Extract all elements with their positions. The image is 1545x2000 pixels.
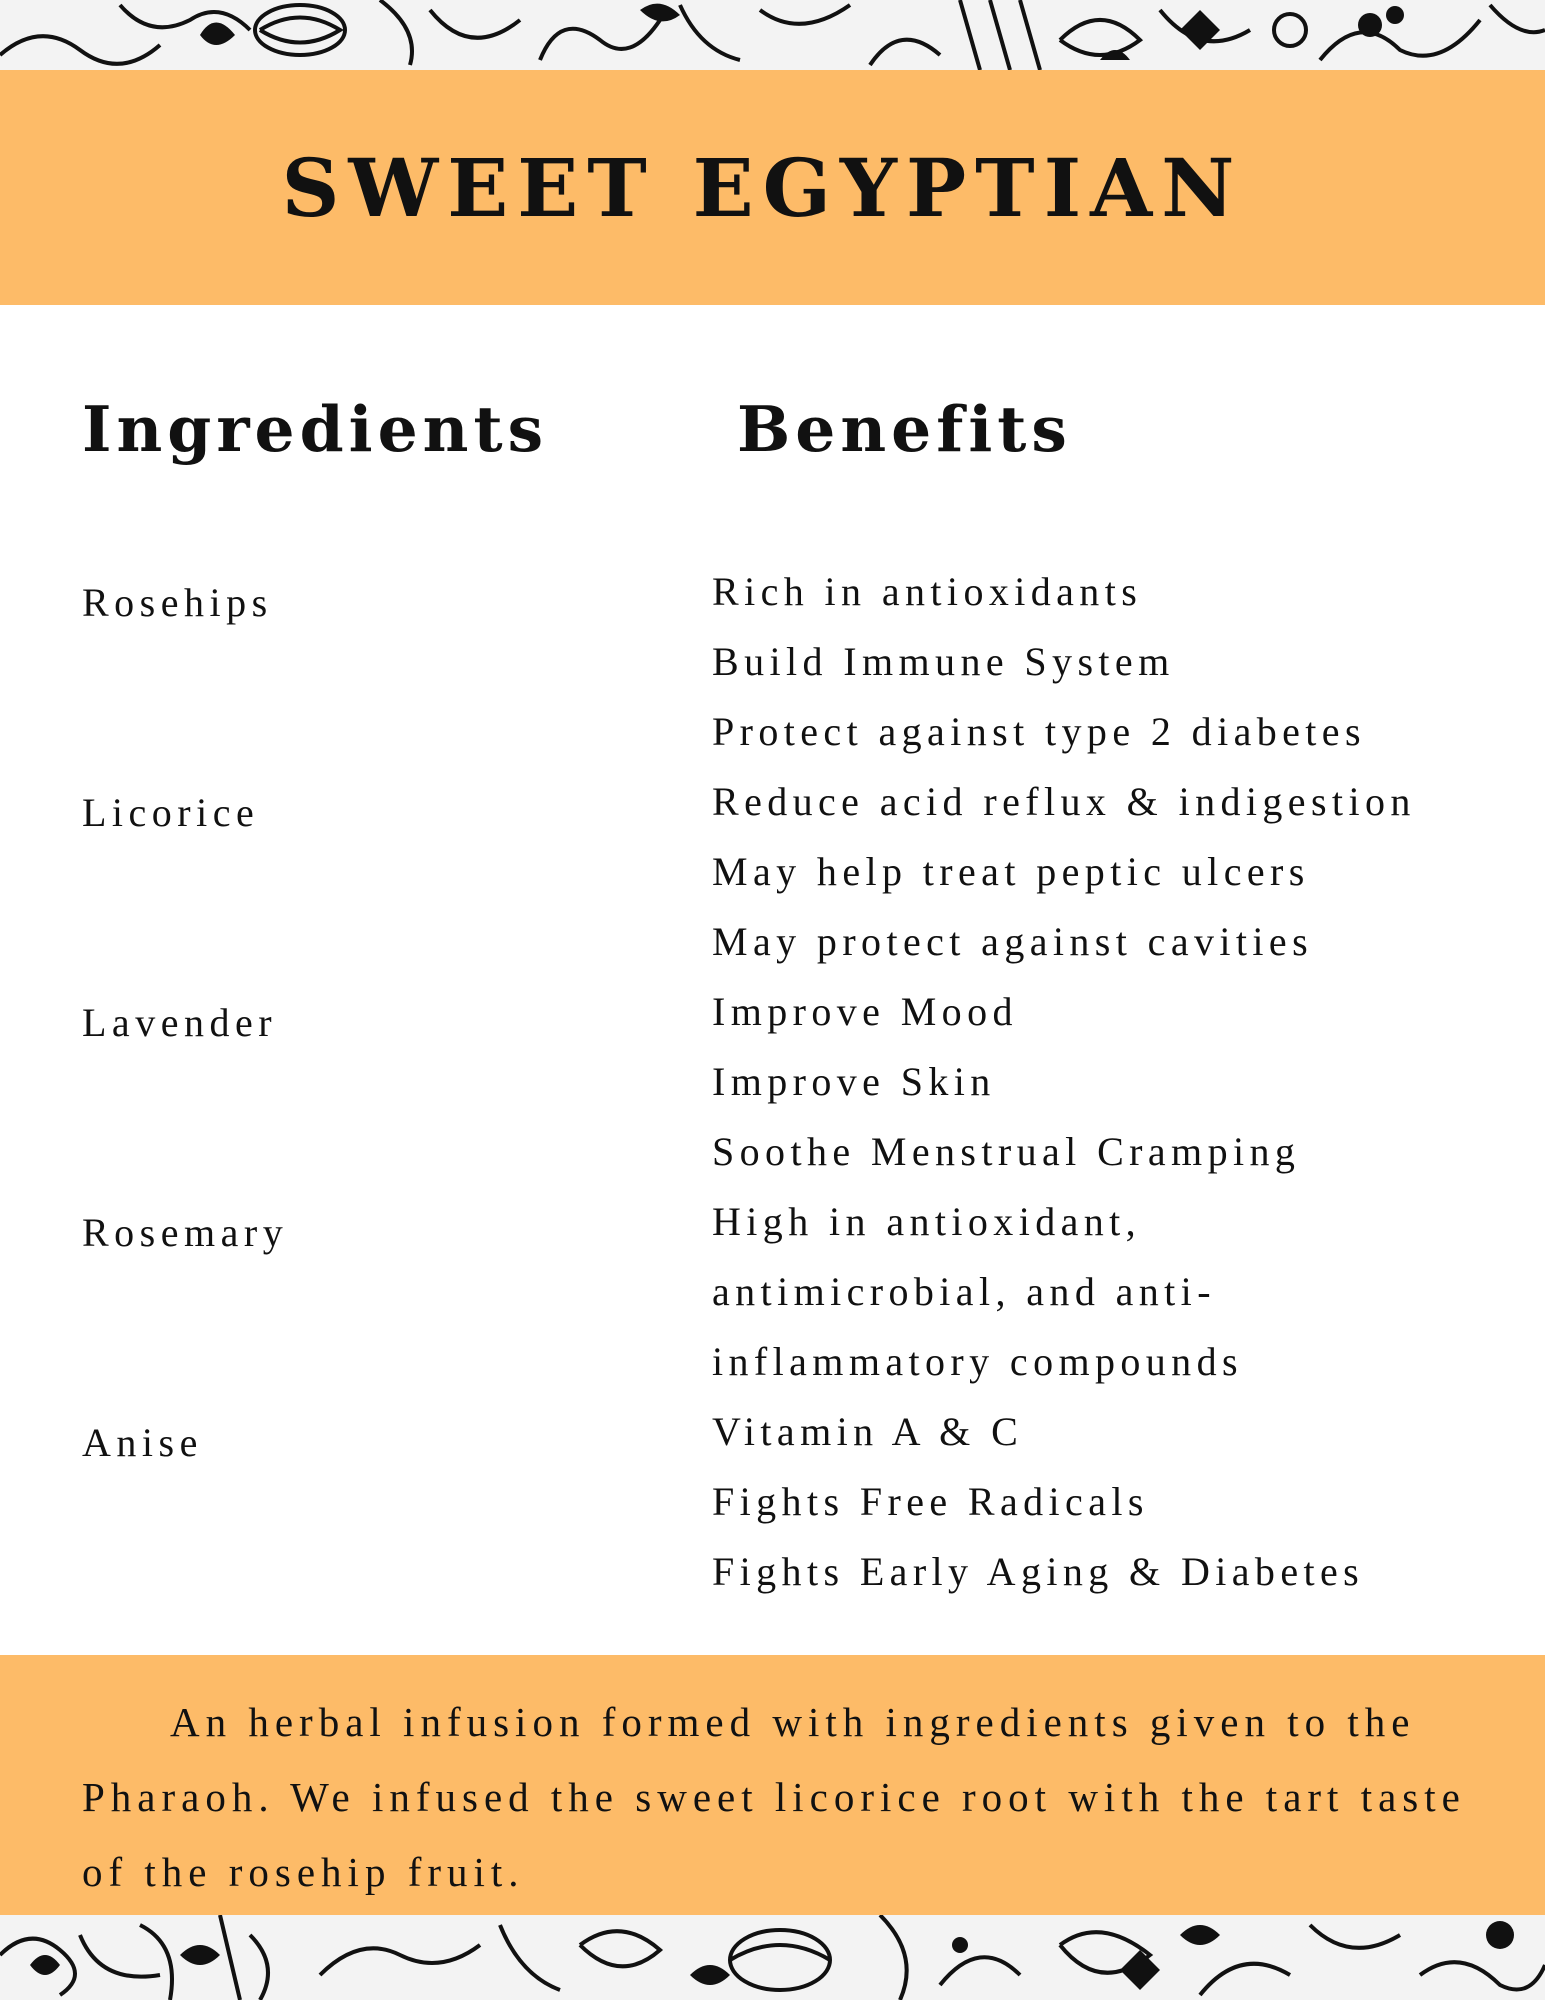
benefit-item: Fights Free Radicals bbox=[712, 1479, 1149, 1524]
benefit-item: inflammatory compounds bbox=[712, 1339, 1243, 1384]
benefits-heading: Benefits bbox=[737, 392, 1072, 466]
ingredient-item: Rosemary bbox=[82, 1210, 289, 1255]
ingredients-list bbox=[82, 575, 288, 1625]
description-banner bbox=[0, 1655, 1545, 1915]
ingredient-item: Licorice bbox=[82, 790, 260, 835]
benefit-item: Improve Mood bbox=[712, 989, 1018, 1034]
benefits-list bbox=[712, 564, 1416, 1614]
description-text: An herbal infusion formed with ingredients given to the Pharaoh. We infused the sweet licorice root with the tart taste of the rosehip fruit. bbox=[82, 1699, 1466, 1895]
page-title: SWEET EGYPTIAN bbox=[281, 140, 1244, 235]
ingredients-heading: Ingredients bbox=[82, 392, 549, 466]
benefit-item: May protect against cavities bbox=[712, 919, 1314, 964]
botanical-illustration-top bbox=[0, 0, 1545, 70]
ingredient-item: Anise bbox=[82, 1420, 203, 1465]
benefit-item: Vitamin A & C bbox=[712, 1409, 1024, 1454]
botanical-pattern-bottom bbox=[0, 1915, 1545, 2000]
benefit-item: Build Immune System bbox=[712, 639, 1175, 684]
benefit-item: May help treat peptic ulcers bbox=[712, 849, 1310, 894]
ingredient-item: Lavender bbox=[82, 1000, 278, 1045]
botanical-pattern-top bbox=[0, 0, 1545, 70]
benefit-item: Soothe Menstrual Cramping bbox=[712, 1129, 1301, 1174]
benefit-item: Protect against type 2 diabetes bbox=[712, 709, 1366, 754]
benefit-item: High in antioxidant, bbox=[712, 1199, 1142, 1244]
benefit-item: Rich in antioxidants bbox=[712, 569, 1143, 614]
benefit-item: antimicrobial, and anti- bbox=[712, 1269, 1216, 1314]
benefit-item: Reduce acid reflux & indigestion bbox=[712, 779, 1416, 824]
benefit-item: Fights Early Aging & Diabetes bbox=[712, 1549, 1365, 1594]
title-banner bbox=[0, 70, 1545, 305]
ingredient-item: Rosehips bbox=[82, 580, 273, 625]
benefit-item: Improve Skin bbox=[712, 1059, 996, 1104]
botanical-illustration-bottom bbox=[0, 1915, 1545, 2000]
